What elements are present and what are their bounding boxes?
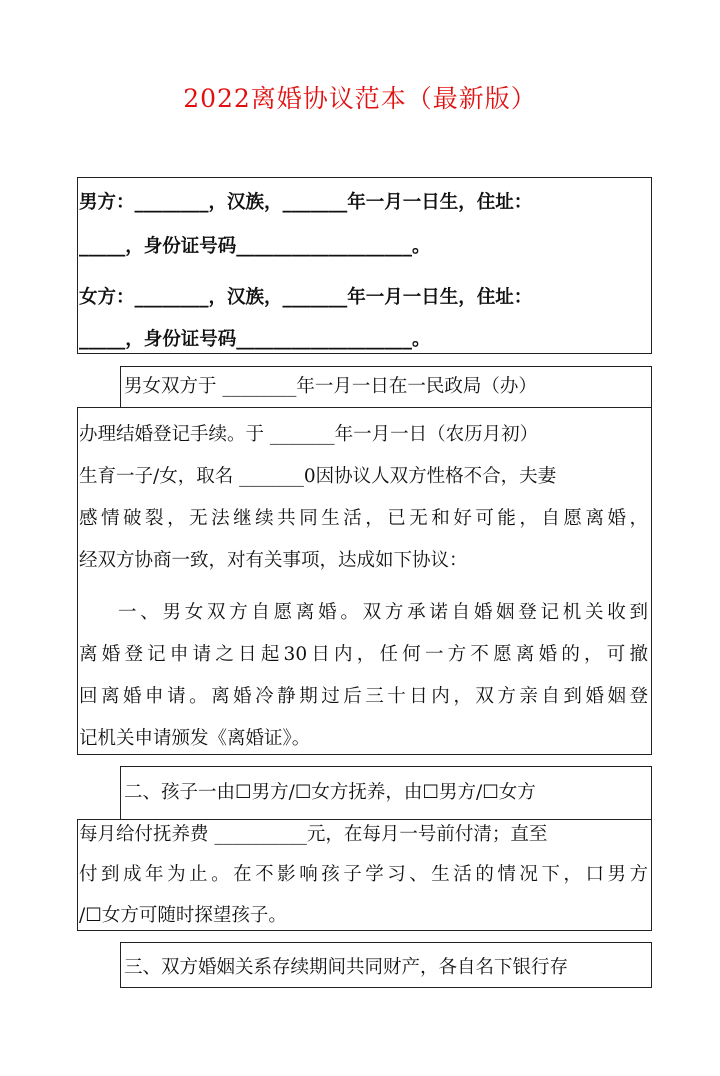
- clause2-line-3: 付到成年为止。在不影响孩子学习、生活的情况下，口男方: [79, 864, 648, 885]
- document-title: 2022离婚协议范本（最新版）: [183, 84, 537, 113]
- clause2-line-4: /☐女方可随时探望孩子。: [79, 905, 287, 926]
- clause1-line-1: 一、男女双方自愿离婚。双方承诺自婚姻登记机关收到: [118, 602, 648, 623]
- clause2-line-2: 每月给付抚养费 __________元，在每月一号前付清；直至: [79, 824, 548, 845]
- intro-line-1: 男女双方于 ________年一月一日在一民政局（办）: [124, 376, 537, 397]
- clause3-line-1: 三、双方婚姻关系存续期间共同财产，各自名下银行存: [124, 957, 569, 978]
- female-party-line-1: 女方：________，汉族，_______年一月一日生，住址：: [79, 287, 533, 308]
- clause1-line-3: 回离婚申请。离婚冷静期过后三十日内，双方亲自到婚姻登: [79, 686, 648, 707]
- male-party-line-2: _____，身份证号码___________________。: [79, 236, 431, 257]
- clause1-line-2: 离婚登记申请之日起30日内，任何一方不愿离婚的，可撤: [79, 644, 648, 665]
- male-party-line-1: 男方：________，汉族，_______年一月一日生，住址：: [79, 192, 533, 213]
- intro-line-5: 经双方协商一致，对有关事项，达成如下协议：: [79, 550, 468, 571]
- female-party-line-2: _____，身份证号码___________________。: [79, 329, 431, 350]
- intro-line-4: 感情破裂，无法继续共同生活，已无和好可能，自愿离婚，: [79, 508, 648, 529]
- intro-line-3: 生育一子/女，取名 _______0因协议人双方性格不合，夫妻: [79, 466, 557, 487]
- intro-line-2: 办理结婚登记手续。于 _______年一月一日（农历月初）: [79, 424, 539, 445]
- clause2-line-1: 二、孩子一由☐男方/☐女方抚养，由☐男方/☐女方: [124, 782, 536, 803]
- clause1-line-4: 记机关申请颁发《离婚证》。: [79, 728, 311, 749]
